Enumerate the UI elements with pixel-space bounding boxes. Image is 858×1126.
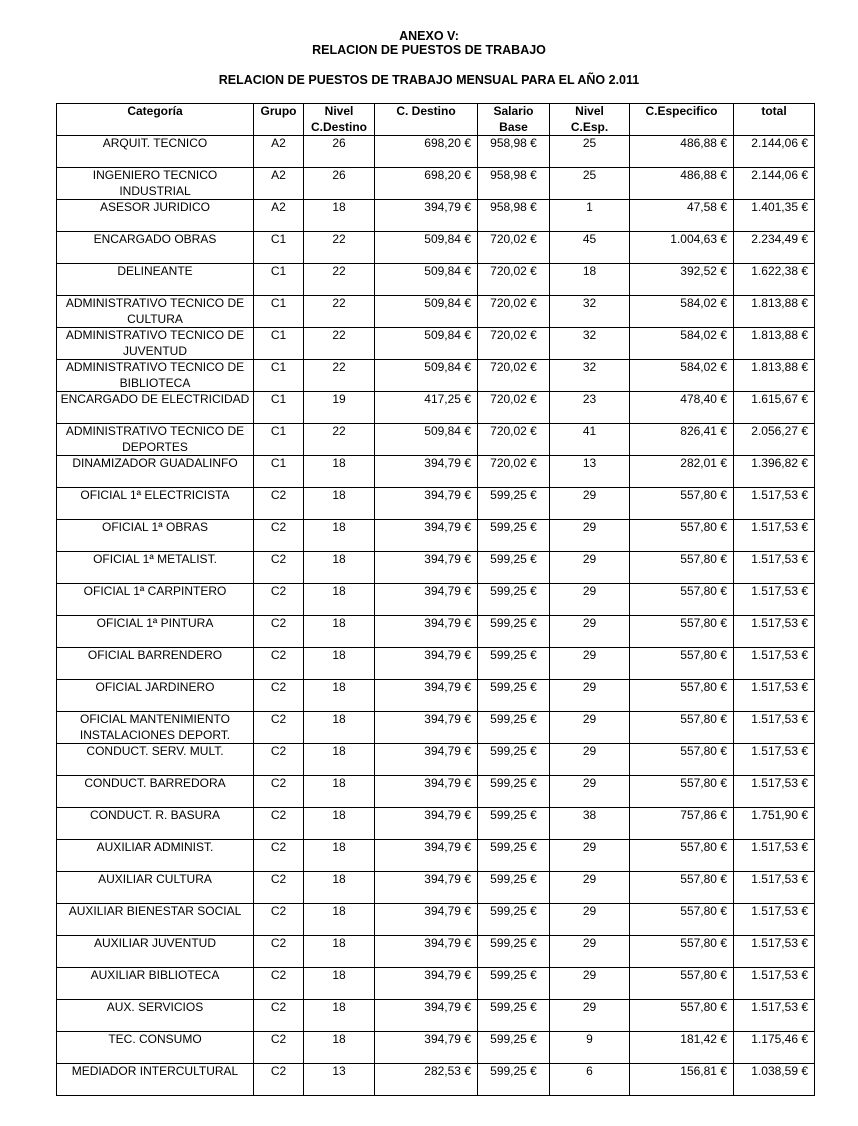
cell-categoria: ASESOR JURIDICO xyxy=(57,200,254,232)
cell-salario-base: 720,02 € xyxy=(478,456,550,488)
cell-categoria: AUX. SERVICIOS xyxy=(57,1000,254,1032)
table-row xyxy=(57,936,815,968)
cell-nivel-c-destino: 18 xyxy=(304,936,375,968)
cell-nivel-c-esp: 29 xyxy=(550,712,630,744)
cell-c-especifico: 557,80 € xyxy=(630,584,734,616)
cell-categoria: CONDUCT. BARREDORA xyxy=(57,776,254,808)
cell-c-especifico: 557,80 € xyxy=(630,616,734,648)
cell-total: 2.144,06 € xyxy=(734,136,815,168)
cell-nivel-c-esp: 32 xyxy=(550,360,630,392)
cell-c-destino: 394,79 € xyxy=(375,776,478,808)
cell-c-especifico: 557,80 € xyxy=(630,872,734,904)
cell-total: 1.813,88 € xyxy=(734,296,815,328)
cell-salario-base: 720,02 € xyxy=(478,392,550,424)
table-row xyxy=(57,712,815,744)
cell-categoria: AUXILIAR JUVENTUD xyxy=(57,936,254,968)
cell-nivel-c-destino: 18 xyxy=(304,808,375,840)
cell-nivel-c-destino: 18 xyxy=(304,840,375,872)
table-row xyxy=(57,232,815,264)
cell-c-destino: 394,79 € xyxy=(375,488,478,520)
cell-salario-base: 720,02 € xyxy=(478,328,550,360)
cell-c-especifico: 557,80 € xyxy=(630,840,734,872)
cell-nivel-c-destino: 26 xyxy=(304,168,375,200)
cell-nivel-c-esp: 29 xyxy=(550,616,630,648)
cell-grupo: C2 xyxy=(254,1000,304,1032)
cell-total: 1.517,53 € xyxy=(734,552,815,584)
cell-c-destino: 394,79 € xyxy=(375,456,478,488)
cell-nivel-c-destino: 18 xyxy=(304,680,375,712)
cell-c-destino: 509,84 € xyxy=(375,264,478,296)
cell-c-destino: 509,84 € xyxy=(375,232,478,264)
cell-nivel-c-esp: 18 xyxy=(550,264,630,296)
cell-c-especifico: 156,81 € xyxy=(630,1064,734,1096)
cell-nivel-c-destino: 18 xyxy=(304,776,375,808)
cell-total: 1.517,53 € xyxy=(734,584,815,616)
cell-nivel-c-destino: 18 xyxy=(304,1000,375,1032)
table-row xyxy=(57,1064,815,1096)
cell-categoria: AUXILIAR CULTURA xyxy=(57,872,254,904)
table-row xyxy=(57,552,815,584)
cell-categoria: OFICIAL 1ª OBRAS xyxy=(57,520,254,552)
cell-nivel-c-esp: 29 xyxy=(550,936,630,968)
cell-salario-base: 599,25 € xyxy=(478,808,550,840)
cell-total: 1.517,53 € xyxy=(734,712,815,744)
cell-salario-base: 599,25 € xyxy=(478,776,550,808)
cell-c-especifico: 584,02 € xyxy=(630,328,734,360)
table-row xyxy=(57,360,815,392)
cell-salario-base: 599,25 € xyxy=(478,968,550,1000)
cell-total: 1.622,38 € xyxy=(734,264,815,296)
cell-total: 1.751,90 € xyxy=(734,808,815,840)
cell-nivel-c-destino: 18 xyxy=(304,616,375,648)
cell-nivel-c-destino: 18 xyxy=(304,648,375,680)
cell-categoria: DINAMIZADOR GUADALINFO xyxy=(57,456,254,488)
cell-c-especifico: 584,02 € xyxy=(630,360,734,392)
cell-nivel-c-destino: 18 xyxy=(304,488,375,520)
cell-c-destino: 394,79 € xyxy=(375,680,478,712)
cell-grupo: C2 xyxy=(254,520,304,552)
cell-categoria: ADMINISTRATIVO TECNICO DE DEPORTES xyxy=(57,424,254,456)
table-row xyxy=(57,488,815,520)
cell-grupo: C2 xyxy=(254,1064,304,1096)
cell-grupo: C1 xyxy=(254,424,304,456)
cell-total: 1.615,67 € xyxy=(734,392,815,424)
cell-salario-base: 599,25 € xyxy=(478,712,550,744)
cell-nivel-c-destino: 18 xyxy=(304,200,375,232)
table-title: RELACION DE PUESTOS DE TRABAJO MENSUAL PARA EL AÑO 2.011 xyxy=(218,73,640,87)
cell-salario-base: 599,25 € xyxy=(478,584,550,616)
cell-total: 1.517,53 € xyxy=(734,776,815,808)
column-header-total: total xyxy=(734,104,815,136)
cell-grupo: C2 xyxy=(254,584,304,616)
cell-c-destino: 394,79 € xyxy=(375,936,478,968)
cell-c-especifico: 392,52 € xyxy=(630,264,734,296)
cell-c-destino: 282,53 € xyxy=(375,1064,478,1096)
cell-grupo: C2 xyxy=(254,616,304,648)
cell-nivel-c-esp: 29 xyxy=(550,648,630,680)
column-header-nivel-c-destino: Nivel C.Destino xyxy=(304,104,375,136)
cell-total: 1.813,88 € xyxy=(734,360,815,392)
cell-categoria: INGENIERO TECNICO INDUSTRIAL xyxy=(57,168,254,200)
cell-c-especifico: 557,80 € xyxy=(630,776,734,808)
cell-nivel-c-esp: 29 xyxy=(550,520,630,552)
cell-nivel-c-esp: 45 xyxy=(550,232,630,264)
cell-c-especifico: 1.004,63 € xyxy=(630,232,734,264)
cell-nivel-c-esp: 29 xyxy=(550,488,630,520)
cell-nivel-c-destino: 18 xyxy=(304,712,375,744)
cell-salario-base: 599,25 € xyxy=(478,1000,550,1032)
cell-grupo: C2 xyxy=(254,1032,304,1064)
cell-grupo: A2 xyxy=(254,136,304,168)
cell-salario-base: 720,02 € xyxy=(478,264,550,296)
table-row xyxy=(57,456,815,488)
cell-categoria: OFICIAL BARRENDERO xyxy=(57,648,254,680)
cell-nivel-c-esp: 23 xyxy=(550,392,630,424)
cell-nivel-c-destino: 19 xyxy=(304,392,375,424)
cell-total: 1.396,82 € xyxy=(734,456,815,488)
cell-c-especifico: 557,80 € xyxy=(630,712,734,744)
cell-grupo: C2 xyxy=(254,968,304,1000)
table-row xyxy=(57,648,815,680)
cell-categoria: MEDIADOR INTERCULTURAL xyxy=(57,1064,254,1096)
cell-c-destino: 394,79 € xyxy=(375,840,478,872)
cell-categoria: DELINEANTE xyxy=(57,264,254,296)
cell-categoria: ENCARGADO OBRAS xyxy=(57,232,254,264)
cell-salario-base: 599,25 € xyxy=(478,552,550,584)
column-header-c-destino: C. Destino xyxy=(375,104,478,136)
cell-c-destino: 394,79 € xyxy=(375,1032,478,1064)
table-row xyxy=(57,264,815,296)
cell-c-especifico: 557,80 € xyxy=(630,1000,734,1032)
cell-c-destino: 394,79 € xyxy=(375,968,478,1000)
cell-c-especifico: 47,58 € xyxy=(630,200,734,232)
cell-nivel-c-esp: 32 xyxy=(550,296,630,328)
cell-salario-base: 599,25 € xyxy=(478,744,550,776)
cell-grupo: C2 xyxy=(254,904,304,936)
table-row xyxy=(57,808,815,840)
cell-c-especifico: 181,42 € xyxy=(630,1032,734,1064)
cell-categoria: ARQUIT. TECNICO xyxy=(57,136,254,168)
cell-total: 1.517,53 € xyxy=(734,744,815,776)
cell-nivel-c-destino: 18 xyxy=(304,872,375,904)
cell-c-destino: 394,79 € xyxy=(375,552,478,584)
cell-nivel-c-destino: 22 xyxy=(304,264,375,296)
cell-c-destino: 509,84 € xyxy=(375,328,478,360)
column-header-categoria: Categoría xyxy=(57,104,254,136)
cell-c-destino: 394,79 € xyxy=(375,872,478,904)
cell-total: 1.517,53 € xyxy=(734,1000,815,1032)
cell-categoria: AUXILIAR ADMINIST. xyxy=(57,840,254,872)
cell-categoria: ENCARGADO DE ELECTRICIDAD xyxy=(57,392,254,424)
cell-c-destino: 417,25 € xyxy=(375,392,478,424)
cell-salario-base: 599,25 € xyxy=(478,904,550,936)
table-row xyxy=(57,744,815,776)
cell-grupo: C2 xyxy=(254,744,304,776)
cell-salario-base: 599,25 € xyxy=(478,616,550,648)
cell-nivel-c-esp: 13 xyxy=(550,456,630,488)
cell-total: 1.517,53 € xyxy=(734,904,815,936)
cell-nivel-c-destino: 18 xyxy=(304,552,375,584)
table-row xyxy=(57,968,815,1000)
cell-c-destino: 394,79 € xyxy=(375,520,478,552)
cell-c-destino: 394,79 € xyxy=(375,1000,478,1032)
cell-c-destino: 394,79 € xyxy=(375,904,478,936)
cell-grupo: C2 xyxy=(254,872,304,904)
cell-total: 1.517,53 € xyxy=(734,616,815,648)
column-header-salario-base: Salario Base xyxy=(478,104,550,136)
table-header-row xyxy=(57,104,815,136)
cell-c-especifico: 757,86 € xyxy=(630,808,734,840)
cell-grupo: C2 xyxy=(254,840,304,872)
table-body xyxy=(57,136,815,1096)
cell-salario-base: 599,25 € xyxy=(478,840,550,872)
table-row xyxy=(57,1032,815,1064)
cell-c-destino: 698,20 € xyxy=(375,136,478,168)
cell-nivel-c-esp: 29 xyxy=(550,840,630,872)
cell-total: 1.517,53 € xyxy=(734,488,815,520)
cell-salario-base: 599,25 € xyxy=(478,1064,550,1096)
cell-grupo: C2 xyxy=(254,552,304,584)
cell-nivel-c-esp: 29 xyxy=(550,680,630,712)
annex-subtitle: RELACION DE PUESTOS DE TRABAJO xyxy=(312,43,546,57)
cell-salario-base: 720,02 € xyxy=(478,360,550,392)
cell-c-destino: 394,79 € xyxy=(375,200,478,232)
cell-nivel-c-destino: 13 xyxy=(304,1064,375,1096)
cell-c-destino: 394,79 € xyxy=(375,808,478,840)
cell-salario-base: 599,25 € xyxy=(478,936,550,968)
cell-nivel-c-destino: 18 xyxy=(304,744,375,776)
cell-c-destino: 394,79 € xyxy=(375,616,478,648)
cell-categoria: OFICIAL 1ª METALIST. xyxy=(57,552,254,584)
table-row xyxy=(57,328,815,360)
table-row xyxy=(57,616,815,648)
cell-nivel-c-destino: 18 xyxy=(304,904,375,936)
cell-grupo: C2 xyxy=(254,936,304,968)
cell-grupo: C1 xyxy=(254,232,304,264)
cell-c-destino: 394,79 € xyxy=(375,712,478,744)
table-row xyxy=(57,520,815,552)
cell-c-destino: 509,84 € xyxy=(375,424,478,456)
cell-c-especifico: 557,80 € xyxy=(630,680,734,712)
cell-nivel-c-esp: 29 xyxy=(550,552,630,584)
cell-nivel-c-esp: 25 xyxy=(550,168,630,200)
cell-grupo: C2 xyxy=(254,808,304,840)
cell-total: 1.401,35 € xyxy=(734,200,815,232)
cell-nivel-c-destino: 22 xyxy=(304,296,375,328)
cell-salario-base: 958,98 € xyxy=(478,168,550,200)
cell-nivel-c-esp: 9 xyxy=(550,1032,630,1064)
cell-total: 2.144,06 € xyxy=(734,168,815,200)
table-row xyxy=(57,296,815,328)
cell-grupo: C2 xyxy=(254,680,304,712)
cell-total: 1.517,53 € xyxy=(734,872,815,904)
annex-title: ANEXO V: xyxy=(399,29,459,43)
cell-c-especifico: 557,80 € xyxy=(630,648,734,680)
cell-categoria: AUXILIAR BIENESTAR SOCIAL xyxy=(57,904,254,936)
cell-c-especifico: 557,80 € xyxy=(630,488,734,520)
cell-total: 1.517,53 € xyxy=(734,648,815,680)
cell-categoria: CONDUCT. SERV. MULT. xyxy=(57,744,254,776)
cell-salario-base: 599,25 € xyxy=(478,872,550,904)
cell-total: 1.175,46 € xyxy=(734,1032,815,1064)
cell-grupo: C1 xyxy=(254,328,304,360)
table-row xyxy=(57,680,815,712)
cell-total: 1.038,59 € xyxy=(734,1064,815,1096)
cell-total: 1.517,53 € xyxy=(734,520,815,552)
column-header-c-especifico: C.Especifico xyxy=(630,104,734,136)
cell-c-especifico: 557,80 € xyxy=(630,936,734,968)
cell-grupo: C2 xyxy=(254,776,304,808)
cell-nivel-c-esp: 29 xyxy=(550,904,630,936)
cell-grupo: A2 xyxy=(254,168,304,200)
cell-nivel-c-esp: 29 xyxy=(550,1000,630,1032)
cell-grupo: C1 xyxy=(254,392,304,424)
cell-grupo: C2 xyxy=(254,488,304,520)
cell-total: 1.813,88 € xyxy=(734,328,815,360)
table-row xyxy=(57,904,815,936)
cell-nivel-c-destino: 22 xyxy=(304,232,375,264)
cell-total: 2.056,27 € xyxy=(734,424,815,456)
cell-total: 1.517,53 € xyxy=(734,968,815,1000)
table-row xyxy=(57,1000,815,1032)
cell-c-destino: 394,79 € xyxy=(375,744,478,776)
cell-nivel-c-esp: 41 xyxy=(550,424,630,456)
cell-c-especifico: 557,80 € xyxy=(630,552,734,584)
column-header-grupo: Grupo xyxy=(254,104,304,136)
cell-c-especifico: 557,80 € xyxy=(630,904,734,936)
cell-total: 1.517,53 € xyxy=(734,840,815,872)
cell-salario-base: 599,25 € xyxy=(478,680,550,712)
table-row xyxy=(57,872,815,904)
cell-salario-base: 599,25 € xyxy=(478,488,550,520)
cell-categoria: OFICIAL 1ª ELECTRICISTA xyxy=(57,488,254,520)
table-row xyxy=(57,392,815,424)
cell-nivel-c-esp: 32 xyxy=(550,328,630,360)
table-row xyxy=(57,584,815,616)
cell-categoria: OFICIAL JARDINERO xyxy=(57,680,254,712)
column-header-nivel-c-esp: Nivel C.Esp. xyxy=(550,104,630,136)
cell-categoria: OFICIAL 1ª PINTURA xyxy=(57,616,254,648)
cell-nivel-c-esp: 1 xyxy=(550,200,630,232)
cell-salario-base: 599,25 € xyxy=(478,520,550,552)
cell-grupo: C1 xyxy=(254,456,304,488)
cell-categoria: ADMINISTRATIVO TECNICO DE CULTURA xyxy=(57,296,254,328)
cell-salario-base: 720,02 € xyxy=(478,296,550,328)
cell-categoria: AUXILIAR BIBLIOTECA xyxy=(57,968,254,1000)
cell-salario-base: 720,02 € xyxy=(478,424,550,456)
cell-grupo: A2 xyxy=(254,200,304,232)
cell-nivel-c-destino: 18 xyxy=(304,1032,375,1064)
table-row xyxy=(57,200,815,232)
cell-nivel-c-esp: 29 xyxy=(550,968,630,1000)
cell-salario-base: 958,98 € xyxy=(478,200,550,232)
cell-grupo: C1 xyxy=(254,296,304,328)
table-row xyxy=(57,424,815,456)
cell-nivel-c-destino: 18 xyxy=(304,520,375,552)
cell-nivel-c-esp: 29 xyxy=(550,584,630,616)
cell-c-especifico: 486,88 € xyxy=(630,136,734,168)
cell-nivel-c-esp: 25 xyxy=(550,136,630,168)
cell-nivel-c-destino: 26 xyxy=(304,136,375,168)
cell-c-especifico: 486,88 € xyxy=(630,168,734,200)
cell-c-especifico: 584,02 € xyxy=(630,296,734,328)
cell-grupo: C2 xyxy=(254,648,304,680)
table-row xyxy=(57,168,815,200)
cell-categoria: ADMINISTRATIVO TECNICO DE BIBLIOTECA xyxy=(57,360,254,392)
table-row xyxy=(57,136,815,168)
cell-grupo: C1 xyxy=(254,264,304,296)
cell-nivel-c-esp: 29 xyxy=(550,776,630,808)
cell-c-destino: 698,20 € xyxy=(375,168,478,200)
cell-c-destino: 509,84 € xyxy=(375,360,478,392)
cell-c-especifico: 557,80 € xyxy=(630,744,734,776)
cell-salario-base: 958,98 € xyxy=(478,136,550,168)
cell-c-destino: 509,84 € xyxy=(375,296,478,328)
cell-nivel-c-esp: 29 xyxy=(550,744,630,776)
cell-c-destino: 394,79 € xyxy=(375,648,478,680)
cell-salario-base: 599,25 € xyxy=(478,648,550,680)
cell-grupo: C2 xyxy=(254,712,304,744)
cell-c-destino: 394,79 € xyxy=(375,584,478,616)
cell-nivel-c-esp: 6 xyxy=(550,1064,630,1096)
cell-total: 2.234,49 € xyxy=(734,232,815,264)
cell-salario-base: 720,02 € xyxy=(478,232,550,264)
cell-c-especifico: 826,41 € xyxy=(630,424,734,456)
cell-categoria: TEC. CONSUMO xyxy=(57,1032,254,1064)
cell-categoria: CONDUCT. R. BASURA xyxy=(57,808,254,840)
cell-salario-base: 599,25 € xyxy=(478,1032,550,1064)
cell-categoria: OFICIAL MANTENIMIENTO INSTALACIONES DEPORT. xyxy=(57,712,254,744)
cell-nivel-c-esp: 38 xyxy=(550,808,630,840)
cell-categoria: ADMINISTRATIVO TECNICO DE JUVENTUD xyxy=(57,328,254,360)
table-row xyxy=(57,840,815,872)
cell-nivel-c-destino: 22 xyxy=(304,424,375,456)
cell-c-especifico: 557,80 € xyxy=(630,520,734,552)
cell-nivel-c-destino: 18 xyxy=(304,584,375,616)
cell-nivel-c-destino: 18 xyxy=(304,968,375,1000)
cell-c-especifico: 478,40 € xyxy=(630,392,734,424)
cell-total: 1.517,53 € xyxy=(734,936,815,968)
cell-c-especifico: 282,01 € xyxy=(630,456,734,488)
cell-nivel-c-esp: 29 xyxy=(550,872,630,904)
cell-grupo: C1 xyxy=(254,360,304,392)
cell-c-especifico: 557,80 € xyxy=(630,968,734,1000)
cell-total: 1.517,53 € xyxy=(734,680,815,712)
cell-nivel-c-destino: 18 xyxy=(304,456,375,488)
cell-nivel-c-destino: 22 xyxy=(304,360,375,392)
table-row xyxy=(57,776,815,808)
cell-categoria: OFICIAL 1ª CARPINTERO xyxy=(57,584,254,616)
positions-table xyxy=(56,103,815,1096)
cell-nivel-c-destino: 22 xyxy=(304,328,375,360)
